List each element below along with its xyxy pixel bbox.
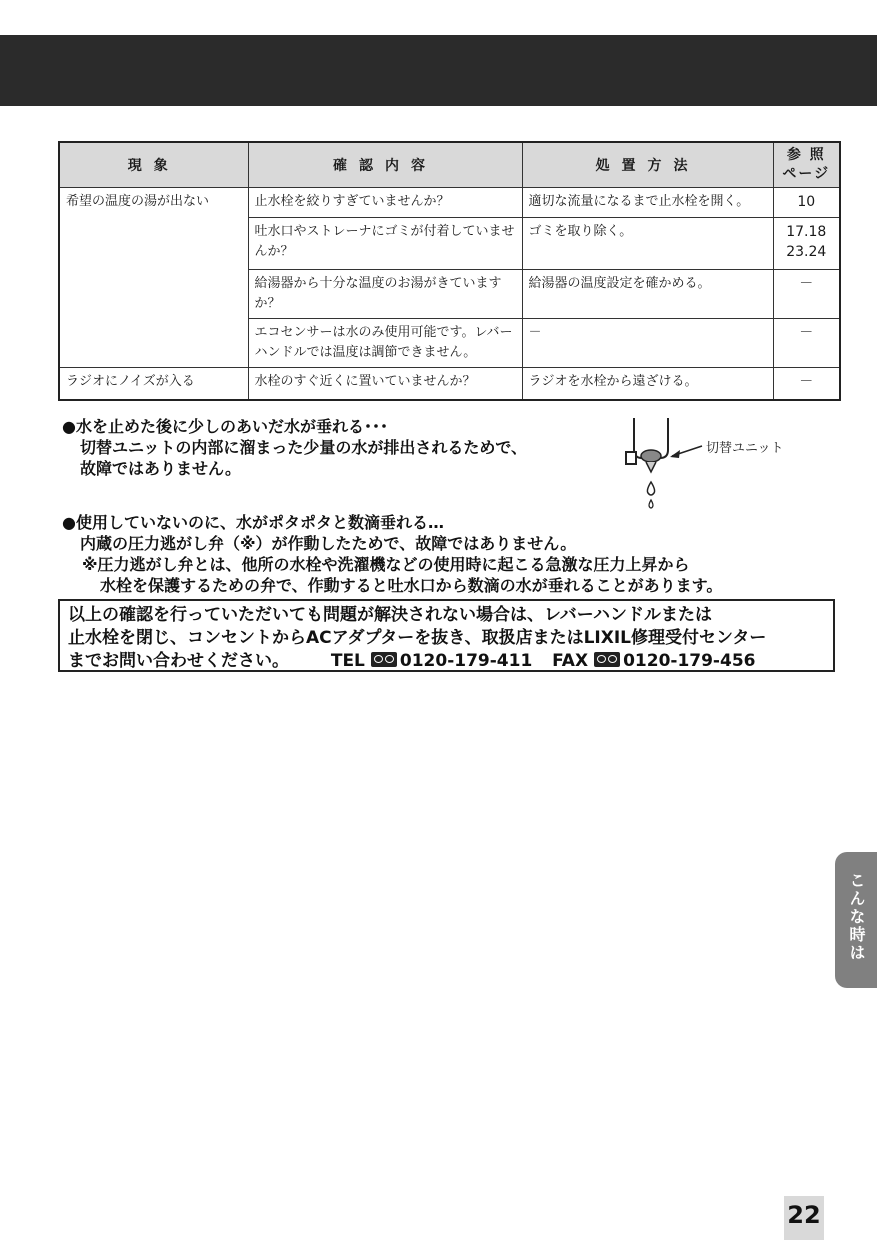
contact-line3 [68, 650, 833, 673]
ref-cell: － [773, 270, 840, 319]
table-header-row [59, 142, 840, 188]
note1-line2: 切替ユニットの内部に溜まった少量の水が排出されるためで、 [80, 438, 528, 457]
symptom-cell: 希望の温度の湯が出ない [59, 188, 248, 368]
tel-label: TEL [330, 651, 365, 671]
ref-cell: － [773, 368, 840, 400]
ref-cell: 10 [773, 188, 840, 218]
header-reference-page [773, 142, 840, 188]
note2-line4: 水栓を保護するための弁で、作動すると吐水口から数滴の水が垂れることがあります。 [100, 576, 723, 595]
note1-line3: 故障ではありません。 [80, 459, 241, 478]
remedy-cell: 適切な流量になるまで止水栓を開く。 [522, 188, 773, 218]
header-ref-line2: ページ [782, 166, 831, 182]
switching-unit-illustration [622, 412, 802, 516]
contact-line1: 以上の確認を行っていただいても問題が解決されない場合は、レバーハンドルまたは [68, 605, 712, 625]
fax-label: FAX [552, 651, 589, 671]
check-cell: 吐水口やストレーナにゴミが付着していませんか？ [248, 218, 522, 270]
symptom-cell: ラジオにノイズが入る [59, 368, 248, 400]
contact-line3-text: までお問い合わせください。 [68, 651, 289, 671]
header-ref-line1: 参 照 [786, 147, 826, 163]
free-dial-icon [594, 652, 620, 667]
check-cell: 給湯器から十分な温度のお湯がきていますか？ [248, 270, 522, 319]
note1-title: ●水を止めた後に少しのあいだ水が垂れる･･･ [62, 417, 388, 436]
header-check: 確認内容 [248, 142, 522, 188]
note-pressure-relief [62, 512, 722, 596]
note2-line2: 内蔵の圧力逃がし弁（※）が作動したためで、故障ではありません。 [80, 534, 577, 553]
note2-line3: ※圧力逃がし弁とは、他所の水栓や洗濯機などの使用時に起こる急激な圧力上昇から [82, 555, 690, 574]
note-dripping-after-stop [62, 416, 527, 479]
free-dial-icon [371, 652, 397, 667]
ref-cell: － [773, 319, 840, 368]
ref-cell: 17.18 23.24 [773, 218, 840, 270]
table-row [59, 188, 840, 218]
check-cell: 水栓のすぐ近くに置いていませんか？ [248, 368, 522, 400]
check-cell: エコセンサーは水のみ使用可能です。レバーハンドルでは温度は調節できません。 [248, 319, 522, 368]
page-number: 22 [784, 1196, 824, 1240]
contact-info-box [58, 599, 835, 672]
switching-unit-label: 切替ユニット [706, 441, 784, 456]
note2-title: ●使用していないのに、水がポタポタと数滴垂れる… [62, 513, 444, 532]
fax-number: 0120-179-456 [623, 651, 756, 671]
header-band [0, 35, 877, 106]
table-row [59, 368, 840, 400]
header-remedy: 処置方法 [522, 142, 773, 188]
header-symptom: 現象 [59, 142, 248, 188]
remedy-cell: － [522, 319, 773, 368]
troubleshooting-table [58, 141, 841, 401]
remedy-cell: ラジオを水栓から遠ざける。 [522, 368, 773, 400]
contact-line2: 止水栓を閉じ、コンセントからACアダプターを抜き、取扱店またはLIXIL修理受付センター [68, 628, 767, 648]
remedy-cell: ゴミを取り除く。 [522, 218, 773, 270]
section-tab-troubleshooting: こんな時は [835, 852, 877, 988]
tel-number: 0120-179-411 [399, 651, 533, 671]
check-cell: 止水栓を絞りすぎていませんか？ [248, 188, 522, 218]
remedy-cell: 給湯器の温度設定を確かめる。 [522, 270, 773, 319]
